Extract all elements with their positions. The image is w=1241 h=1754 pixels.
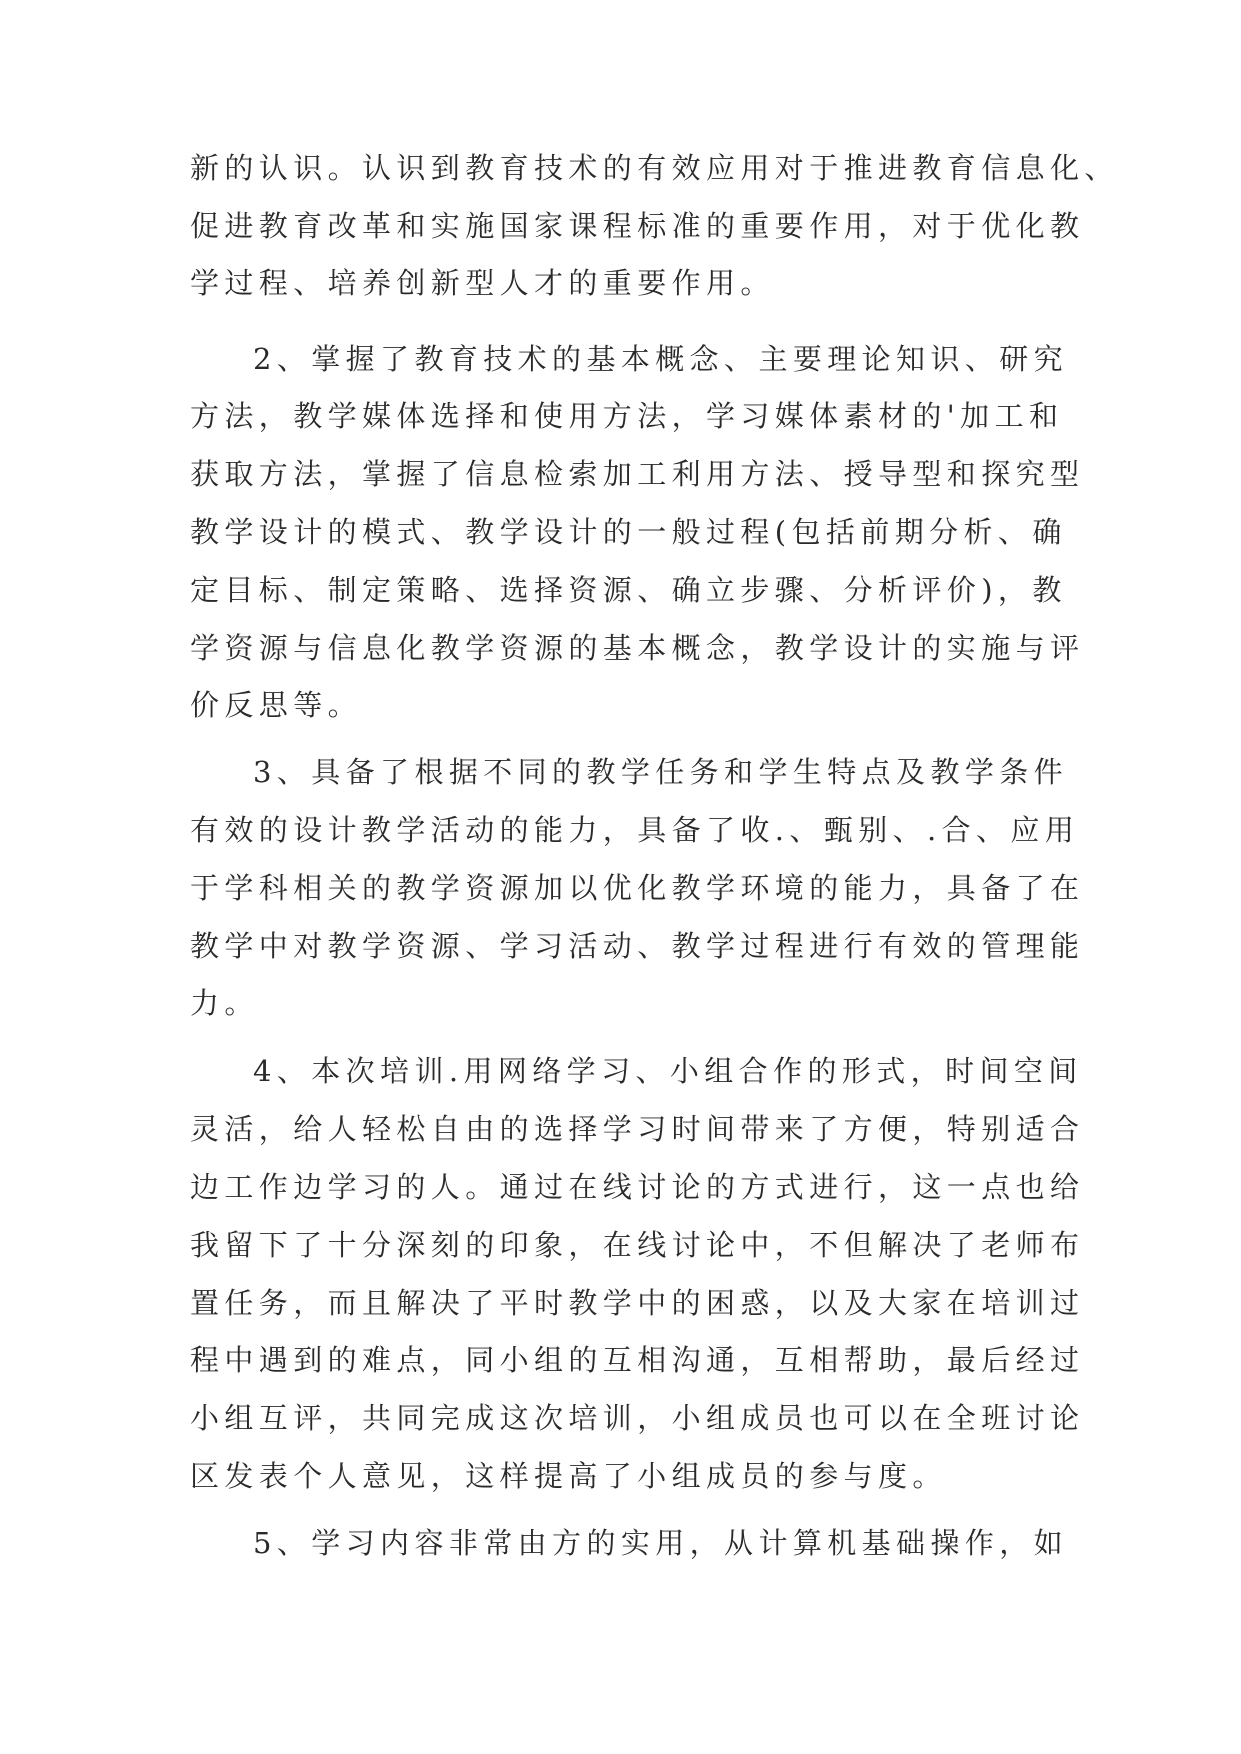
text-line: 学资源与信息化教学资源的基本概念，教学设计的实施与评 bbox=[190, 631, 1085, 665]
text-line: 价反思等。 bbox=[190, 688, 363, 722]
text-line: 促进教育改革和实施国家课程标准的重要作用，对于优化教 bbox=[190, 209, 1085, 243]
paragraph-4-start: 4、本次培训.用网络学习、小组合作的形式，时间空间 bbox=[253, 1054, 1083, 1088]
text-line: 新的认识。认识到教育技术的有效应用对于推进教育信息化、 bbox=[190, 151, 1119, 185]
text-line: 我留下了十分深刻的印象，在线讨论中，不但解决了老师布 bbox=[190, 1228, 1085, 1262]
paragraph-2-start: 2、掌握了教育技术的基本概念、主要理论知识、研究 bbox=[253, 342, 1069, 376]
text-line: 教学设计的模式、教学设计的一般过程(包括前期分析、确 bbox=[190, 515, 1067, 549]
text-line: 区发表个人意见，这样提高了小组成员的参与度。 bbox=[190, 1459, 947, 1493]
text-line: 教学中对教学资源、学习活动、教学过程进行有效的管理能 bbox=[190, 929, 1085, 963]
text-line: 获取方法，掌握了信息检索加工利用方法、授导型和探究型 bbox=[190, 457, 1085, 491]
text-line: 于学科相关的教学资源加以优化教学环境的能力，具备了在 bbox=[190, 871, 1085, 905]
text-line: 置任务，而且解决了平时教学中的困惑，以及大家在培训过 bbox=[190, 1286, 1085, 1320]
text-line: 程中遇到的难点，同小组的互相沟通，互相帮助，最后经过 bbox=[190, 1343, 1085, 1377]
paragraph-5-start: 5、学习内容非常由方的实用，从计算机基础操作，如 bbox=[253, 1526, 1069, 1560]
paragraph-3-start: 3、具备了根据不同的教学任务和学生特点及教学条件 bbox=[253, 755, 1069, 789]
text-line: 边工作边学习的人。通过在线讨论的方式进行，这一点也给 bbox=[190, 1170, 1085, 1204]
text-line: 力。 bbox=[190, 986, 259, 1020]
text-line: 定目标、制定策略、选择资源、确立步骤、分析评价)，教 bbox=[190, 573, 1067, 607]
text-line: 方法，教学媒体选择和使用方法，学习媒体素材的'加工和 bbox=[190, 399, 1064, 433]
text-line: 学过程、培养创新型人才的重要作用。 bbox=[190, 266, 775, 300]
text-line: 灵活，给人轻松自由的选择学习时间带来了方便，特别适合 bbox=[190, 1112, 1085, 1146]
text-line: 有效的设计教学活动的能力，具备了收.、甄别、.合、应用 bbox=[190, 813, 1080, 847]
text-line: 小组互评，共同完成这次培训，小组成员也可以在全班讨论 bbox=[190, 1401, 1085, 1435]
